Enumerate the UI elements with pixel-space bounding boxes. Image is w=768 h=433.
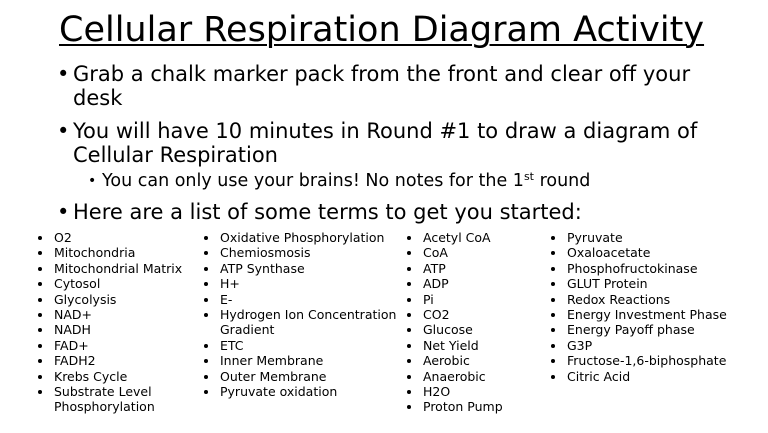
term-list-item: Oxidative Phosphorylation (202, 230, 397, 245)
term-list-item: Glycolysis (36, 292, 196, 307)
term-list-item: Inner Membrane (202, 353, 397, 368)
term-list-item: Acetyl CoA (405, 230, 535, 245)
term-list-item: CO2 (405, 307, 535, 322)
bullet-text: You will have 10 minutes in Round #1 to draw a diagram of Cellular Respiration (73, 119, 698, 167)
ordinal-superscript: st (523, 170, 534, 183)
term-list-item: H2O (405, 384, 535, 399)
term-list-item: Substrate Level Phosphorylation (36, 384, 196, 415)
term-list-item: ADP (405, 276, 535, 291)
term-list-item: Pi (405, 292, 535, 307)
bullet-dot: • (57, 119, 70, 143)
term-list-item: Mitochondria (36, 245, 196, 260)
bullet-dot: • (57, 62, 70, 86)
term-list-item: ETC (202, 338, 397, 353)
term-list-item: FADH2 (36, 353, 196, 368)
term-list-item: Oxaloacetate (549, 245, 759, 260)
term-list-item: G3P (549, 338, 759, 353)
term-list-item: Mitochondrial Matrix (36, 261, 196, 276)
term-list-item: ATP Synthase (202, 261, 397, 276)
term-list-item: Chemiosmosis (202, 245, 397, 260)
bullet-chalk-marker (57, 62, 713, 110)
bullet-round-one (57, 119, 713, 167)
sub-bullet-no-notes (88, 170, 590, 192)
term-list-item: O2 (36, 230, 196, 245)
bullet-text: Here are a list of some terms to get you started: (73, 200, 582, 224)
sub-bullet-main: You can only use your brains! No notes for the 1 (102, 171, 524, 191)
term-list-item: Pyruvate oxidation (202, 384, 397, 399)
term-list-item: E- (202, 292, 397, 307)
term-list-item: Anaerobic (405, 369, 535, 384)
term-list-item: ATP (405, 261, 535, 276)
term-list-item: GLUT Protein (549, 276, 759, 291)
term-list-item: Phosphofructokinase (549, 261, 759, 276)
bullet-terms-intro (57, 200, 713, 224)
term-list-item: NAD+ (36, 307, 196, 322)
term-list-item: Hydrogen Ion Concentration Gradient (202, 307, 397, 338)
term-list-item: Aerobic (405, 353, 535, 368)
term-list-item: Pyruvate (549, 230, 759, 245)
term-list-item: Redox Reactions (549, 292, 759, 307)
term-list-column-1 (36, 230, 196, 415)
term-list-item: Glucose (405, 322, 535, 337)
term-list-item: Outer Membrane (202, 369, 397, 384)
sub-bullet-text (102, 170, 590, 192)
term-list-item: Net Yield (405, 338, 535, 353)
term-list-column-4 (549, 230, 759, 384)
page-title: Cellular Respiration Diagram Activity (59, 10, 705, 50)
term-list-item: Krebs Cycle (36, 369, 196, 384)
term-list-item: Energy Investment Phase (549, 307, 759, 322)
sub-bullet-suffix: round (534, 171, 591, 191)
term-list-item: Citric Acid (549, 369, 759, 384)
bullet-dot: • (88, 173, 97, 189)
term-list-item: Cytosol (36, 276, 196, 291)
term-list-column-3 (405, 230, 535, 415)
term-list-item: H+ (202, 276, 397, 291)
term-list-item: NADH (36, 322, 196, 337)
term-list-item: Proton Pump (405, 399, 535, 414)
term-list-item: Fructose-1,6-biphosphate (549, 353, 759, 368)
bullet-dot: • (57, 200, 70, 224)
term-list-item: FAD+ (36, 338, 196, 353)
term-list-item: Energy Payoff phase (549, 322, 759, 337)
term-list-item: CoA (405, 245, 535, 260)
bullet-text: Grab a chalk marker pack from the front and clear off your desk (73, 62, 691, 110)
term-list-column-2 (202, 230, 397, 399)
